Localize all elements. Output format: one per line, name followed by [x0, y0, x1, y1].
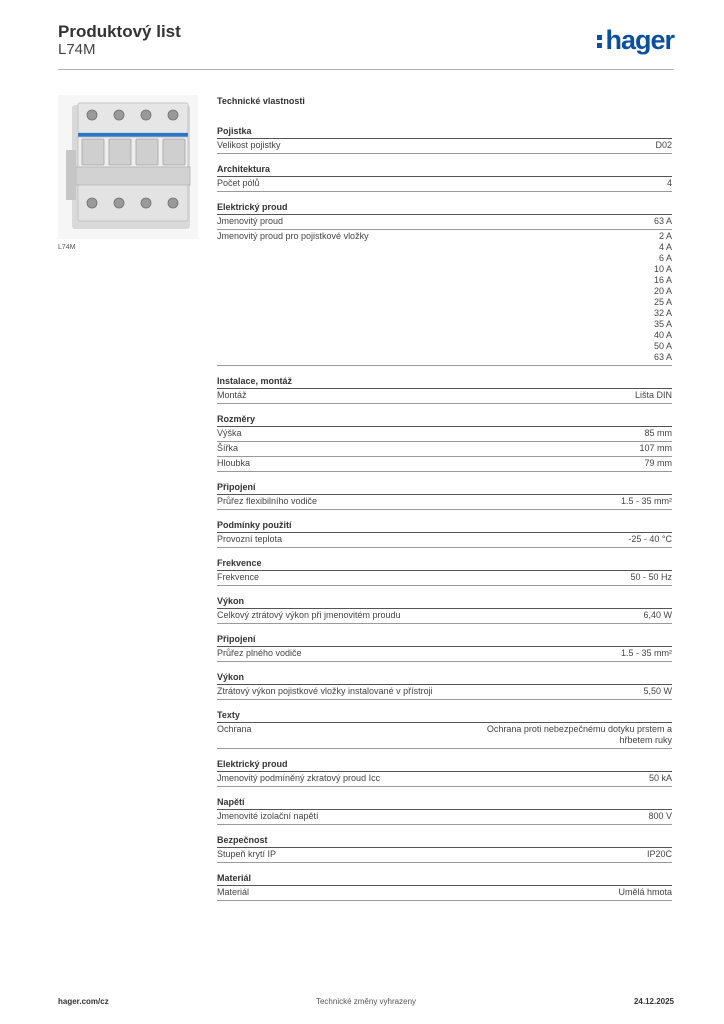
spec-row	[217, 442, 672, 457]
spec-value-line: 4	[666, 178, 672, 188]
spec-value	[655, 140, 672, 151]
spec-row	[217, 772, 672, 787]
spec-value-line: 800 V	[648, 811, 672, 821]
spec-value	[647, 849, 672, 860]
spec-value-line: 6 A	[658, 253, 672, 263]
spec-row	[217, 848, 672, 863]
spec-row	[217, 647, 672, 662]
spec-value	[644, 428, 672, 439]
spec-value-line: D02	[655, 140, 672, 150]
spec-value-line: 1.5 - 35 mm²	[620, 496, 672, 506]
spec-label: Frekvence	[217, 572, 260, 582]
spec-value-line: 63 A	[653, 216, 672, 226]
spec-value-line: hřbetem ruky	[619, 735, 672, 745]
spec-value	[639, 443, 672, 454]
spec-group-title: Bezpečnost	[217, 834, 672, 848]
spec-value-line: 6,40 W	[643, 610, 672, 620]
spec-value-line: IP20C	[646, 849, 672, 859]
spec-value-line: 35 A	[653, 319, 672, 329]
spec-value	[644, 458, 672, 469]
spec-value-line: 16 A	[653, 275, 672, 285]
spec-group-title: Frekvence	[217, 557, 672, 571]
spec-group-title: Architektura	[217, 163, 672, 177]
spec-value-line: 4 A	[658, 242, 672, 252]
spec-label: Počet pólů	[217, 178, 260, 188]
spec-value	[667, 178, 672, 189]
spec-group	[217, 481, 672, 510]
spec-row	[217, 810, 672, 825]
spec-value-line: 32 A	[653, 308, 672, 318]
spec-value-line: 50 kA	[648, 773, 672, 783]
spec-value	[621, 648, 672, 659]
spec-label: Jmenovité izolační napětí	[217, 811, 319, 821]
footer-date: 24.12.2025	[633, 997, 674, 1006]
spec-group	[217, 758, 672, 787]
spec-label: Ztrátový výkon pojistkové vložky instalované v přístroji	[217, 686, 433, 696]
spec-row	[217, 723, 672, 749]
spec-row	[217, 177, 672, 192]
spec-group	[217, 671, 672, 700]
logo-text: hager	[605, 25, 674, 55]
spec-group-title: Připojení	[217, 481, 672, 495]
spec-group	[217, 519, 672, 548]
spec-value	[643, 610, 672, 621]
spec-row	[217, 495, 672, 510]
footer-website[interactable]: hager.com/cz	[58, 997, 109, 1006]
specs-heading: Technické vlastnosti	[217, 96, 305, 106]
spec-value	[643, 686, 672, 697]
spec-row	[217, 389, 672, 404]
spec-group-title: Instalace, montáž	[217, 375, 672, 389]
fuse-disconnector-illustration	[58, 95, 198, 239]
spec-groups	[217, 125, 672, 901]
spec-row	[217, 139, 672, 154]
spec-row	[217, 533, 672, 548]
footer-notice: Technické změny vyhrazeny	[315, 997, 417, 1006]
spec-group-title: Texty	[217, 709, 672, 723]
spec-value	[618, 887, 672, 898]
document-title: Produktový list	[58, 22, 181, 41]
spec-label: Celkový ztrátový výkon při jmenovitém proudu	[217, 610, 401, 620]
spec-value	[649, 773, 672, 784]
spec-group-title: Elektrický proud	[217, 758, 672, 772]
spec-row	[217, 215, 672, 230]
spec-value-line: 10 A	[653, 264, 672, 274]
product-image	[58, 95, 198, 239]
spec-group	[217, 163, 672, 192]
spec-group-title: Výkon	[217, 595, 672, 609]
spec-label: Ochrana	[217, 724, 252, 734]
spec-label: Provozní teplota	[217, 534, 283, 544]
spec-value-line: 20 A	[653, 286, 672, 296]
spec-value	[654, 216, 672, 227]
spec-row	[217, 230, 672, 366]
spec-group	[217, 834, 672, 863]
spec-label: Stupeň krytí IP	[217, 849, 277, 859]
spec-value	[630, 572, 672, 583]
spec-value-line: 85 mm	[644, 428, 672, 438]
spec-row	[217, 609, 672, 624]
spec-group	[217, 557, 672, 586]
spec-label: Průřez flexibilního vodiče	[217, 496, 318, 506]
spec-value-line: 25 A	[653, 297, 672, 307]
spec-value-line: 1.5 - 35 mm²	[620, 648, 672, 658]
logo-dots-icon	[597, 35, 602, 48]
spec-value-line: Umělá hmota	[618, 887, 672, 897]
spec-value-line: 40 A	[653, 330, 672, 340]
spec-label: Šířka	[217, 443, 239, 453]
spec-group	[217, 709, 672, 749]
spec-value-line: 50 A	[653, 341, 672, 351]
spec-row	[217, 427, 672, 442]
spec-value	[654, 231, 672, 363]
spec-label: Výška	[217, 428, 242, 438]
spec-row	[217, 457, 672, 472]
page-footer	[58, 997, 674, 1011]
spec-group	[217, 201, 672, 366]
spec-value-line: 63 A	[653, 352, 672, 362]
spec-group-title: Výkon	[217, 671, 672, 685]
spec-label: Jmenovitý proud	[217, 216, 284, 226]
spec-group-title: Rozměry	[217, 413, 672, 427]
spec-value-line: 2 A	[658, 231, 672, 241]
spec-group	[217, 633, 672, 662]
spec-row	[217, 886, 672, 901]
spec-label: Jmenovitý proud pro pojistkové vložky	[217, 231, 369, 241]
product-code: L74M	[58, 41, 96, 58]
spec-group-title: Napětí	[217, 796, 672, 810]
spec-group-title: Elektrický proud	[217, 201, 672, 215]
spec-group	[217, 375, 672, 404]
spec-row	[217, 571, 672, 586]
spec-group-title: Materiál	[217, 872, 672, 886]
spec-value-line: Ochrana proti nebezpečnému dotyku prstem a	[486, 724, 672, 734]
spec-group	[217, 595, 672, 624]
spec-value	[621, 496, 672, 507]
spec-group-title: Připojení	[217, 633, 672, 647]
spec-value	[487, 724, 672, 746]
spec-group-title: Podmínky použití	[217, 519, 672, 533]
spec-value-line: -25 - 40 °C	[628, 534, 672, 544]
spec-group	[217, 125, 672, 154]
spec-label: Montáž	[217, 390, 247, 400]
spec-label: Hloubka	[217, 458, 251, 468]
image-caption: L74M	[58, 244, 76, 251]
technical-specs	[217, 95, 672, 910]
spec-value-line: Lišta DIN	[634, 390, 672, 400]
spec-label: Průřez plného vodiče	[217, 648, 302, 658]
spec-value	[628, 534, 672, 545]
page-header	[58, 20, 674, 70]
spec-value-line: 5,50 W	[643, 686, 672, 696]
spec-label: Jmenovitý podmíněný zkratový proud Icc	[217, 773, 381, 783]
spec-value-line: 107 mm	[639, 443, 672, 453]
spec-value	[635, 390, 672, 401]
spec-value-line: 50 - 50 Hz	[630, 572, 672, 582]
hager-logo[interactable]	[597, 26, 674, 54]
spec-group-title: Pojistka	[217, 125, 672, 139]
spec-label: Velikost pojistky	[217, 140, 281, 150]
spec-row	[217, 685, 672, 700]
spec-label: Materiál	[217, 887, 250, 897]
spec-group	[217, 413, 672, 472]
spec-group	[217, 872, 672, 901]
spec-value-line: 79 mm	[644, 458, 672, 468]
spec-value	[648, 811, 672, 822]
spec-group	[217, 796, 672, 825]
